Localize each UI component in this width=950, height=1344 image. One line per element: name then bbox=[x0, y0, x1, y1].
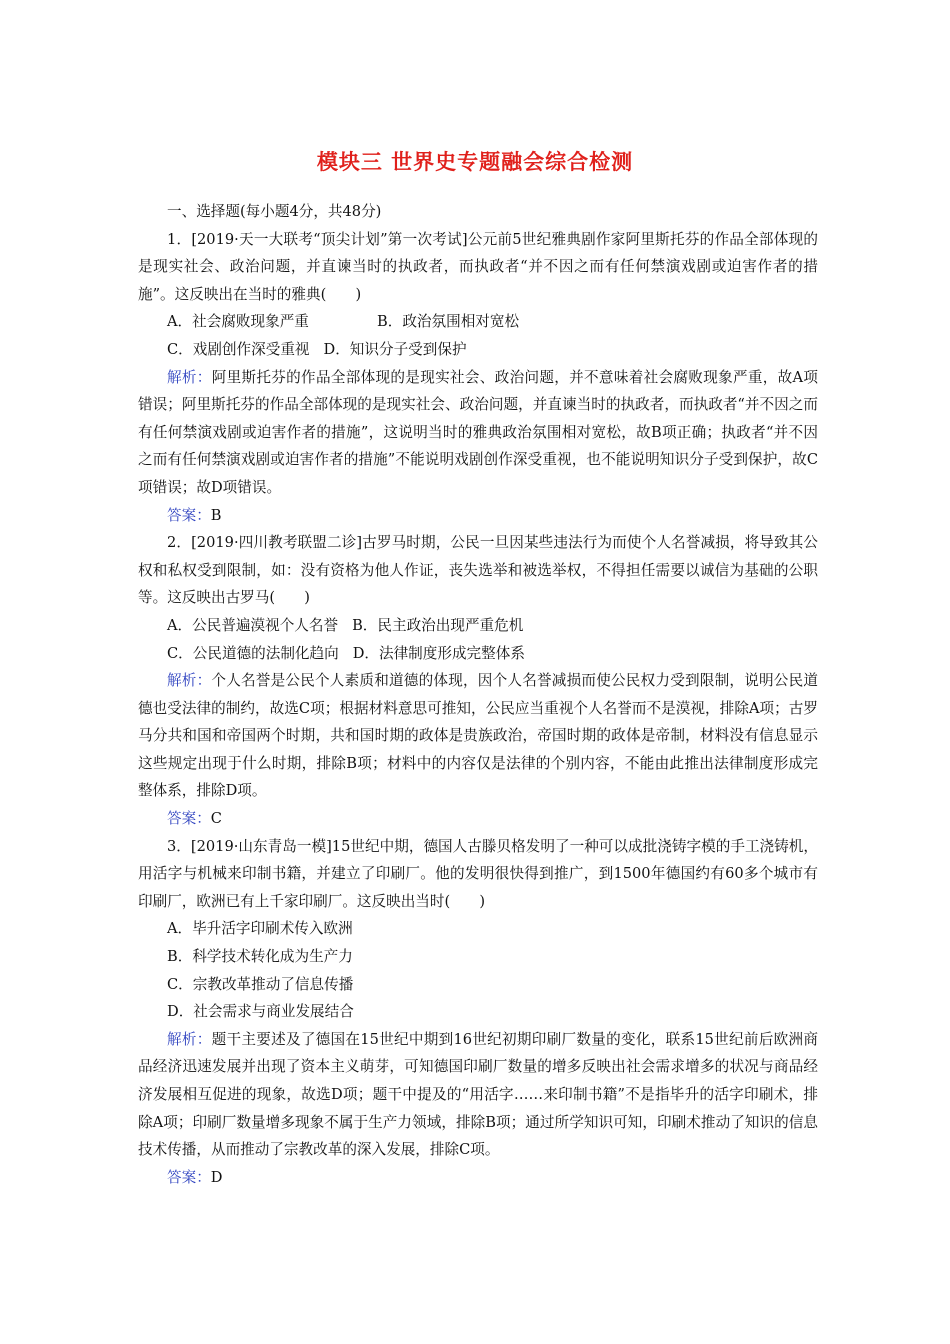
question-3-stem: 3．[2019·山东青岛一模]15世纪中期，德国人古滕贝格发明了一种可以成批浇铸字模的手工浇铸机，用活字与机械来印制书籍，并建立了印刷厂。他的发明很快得到推广，到1500年德国约有60多个城市有印刷厂，欧洲已有上千家印刷厂。这反映出当时( ) bbox=[138, 837, 818, 910]
question-1-options-row-1 bbox=[138, 308, 818, 336]
question-1-option-a: A．社会腐败现象严重 bbox=[167, 313, 309, 331]
question-2-options-row-2 bbox=[138, 640, 818, 668]
question-1-options-row-2 bbox=[138, 336, 818, 364]
question-3-answer bbox=[138, 1164, 818, 1192]
question-2-option-b: B．民主政治出现严重危机 bbox=[352, 616, 524, 634]
question-2-options-row-1 bbox=[138, 612, 818, 640]
question-3-option-b: B．科学技术转化成为生产力 bbox=[167, 948, 353, 966]
question-3-analysis bbox=[138, 1026, 818, 1164]
question-1-answer bbox=[138, 502, 818, 530]
analysis-label: 解析： bbox=[167, 368, 212, 386]
question-2-analysis-text: 个人名誉是公民个人素质和道德的体现，因个人名誉减损而使公民权力受到限制，说明公民道德也受法律的制约，故选C项；根据材料意思可推知，公民应当重视个人名誉而不是漠视，排除A项；古罗马分共和国和帝国两个时期，共和国时期的政体是贵族政治，帝国时期的政体是帝制，材料没有信息显示这些规定出现于什么时期，排除B项；材料中的内容仅是法律的个别内容，不能由此推出法律制度形成完整体系，排除D项。 bbox=[138, 672, 818, 800]
page-title: 模块三 世界史专题融会综合检测 bbox=[316, 150, 634, 174]
analysis-label: 解析： bbox=[167, 672, 212, 690]
question-2-analysis bbox=[138, 667, 818, 805]
question-2-option-c: C．公民道德的法制化趋向 bbox=[167, 644, 339, 662]
analysis-label: 解析： bbox=[167, 1030, 212, 1048]
question-3-option-a: A．毕升活字印刷术传入欧洲 bbox=[167, 920, 353, 938]
question-1-answer-value: B bbox=[210, 506, 222, 524]
content bbox=[138, 198, 818, 1191]
question-2-answer bbox=[138, 805, 818, 833]
question-2-answer-value: C bbox=[210, 810, 222, 828]
question-1-analysis-text: 阿里斯托芬的作品全部体现的是现实社会、政治问题，并不意味着社会腐败现象严重，故A项错误；阿里斯托芬的作品全部体现的是现实社会、政治问题，并直谏当时的执政者，而执政者“并不因之而有任何禁演戏剧或迫害作者的措施”，这说明当时的雅典政治氛围相对宽松，故B项正确；执政者“并不因之而有任何禁演戏剧或迫害作者的措施”不能说明戏剧创作深受重视，也不能说明知识分子受到保护，故C项错误；故D项错误。 bbox=[138, 368, 818, 496]
question-3-option-d: D．社会需求与商业发展结合 bbox=[167, 1003, 354, 1021]
section-heading: 一、选择题(每小题4分，共48分) bbox=[167, 203, 382, 220]
question-2-option-a: A．公民普遍漠视个人名誉 bbox=[167, 616, 339, 634]
question-3-analysis-text: 题干主要述及了德国在15世纪中期到16世纪初期印刷厂数量的变化，联系15世纪前后欧洲商品经济迅速发展并出现了资本主义萌芽，可知德国印刷厂数量的增多反映出社会需求增多的状况与商品经济发展相互促进的现象，故选D项；题干中提及的“用活字……来印制书籍”不是指毕升的活字印刷术，排除A项；印刷厂数量增多现象不属于生产力领域，排除B项；通过所学知识可知，印刷术推动了知识的信息技术传播，从而推动了宗教改革的深入发展，排除C项。 bbox=[138, 1030, 818, 1159]
question-3-option-c: C．宗教改革推动了信息传播 bbox=[167, 975, 354, 993]
question-1-analysis bbox=[138, 364, 818, 502]
answer-label: 答案： bbox=[167, 1168, 211, 1186]
question-1-option-c: C．戏剧创作深受重视 bbox=[167, 340, 310, 358]
answer-label: 答案： bbox=[167, 506, 211, 524]
question-1-stem: 1．[2019·天一大联考“顶尖计划”第一次考试]公元前5世纪雅典剧作家阿里斯托芬的作品全部体现的是现实社会、政治问题，并直谏当时的执政者，而执政者“并不因之而有任何禁演戏剧或迫害作者的措施”。这反映出在当时的雅典( ) bbox=[138, 230, 818, 303]
question-2-stem: 2．[2019·四川教考联盟二诊]古罗马时期，公民一旦因某些违法行为而使个人名誉减损，将导致其公权和私权受到限制，如：没有资格为他人作证，丧失选举和被选举权，不得担任需要以诚信为基础的公职等。这反映出古罗马( ) bbox=[138, 534, 818, 607]
question-1-option-b: B．政治氛围相对宽松 bbox=[377, 313, 520, 331]
answer-label: 答案： bbox=[167, 810, 211, 828]
question-2-option-d: D．法律制度形成完整体系 bbox=[352, 644, 525, 662]
question-3-answer-value: D bbox=[210, 1168, 223, 1186]
question-1-option-d: D．知识分子受到保护 bbox=[323, 340, 467, 358]
